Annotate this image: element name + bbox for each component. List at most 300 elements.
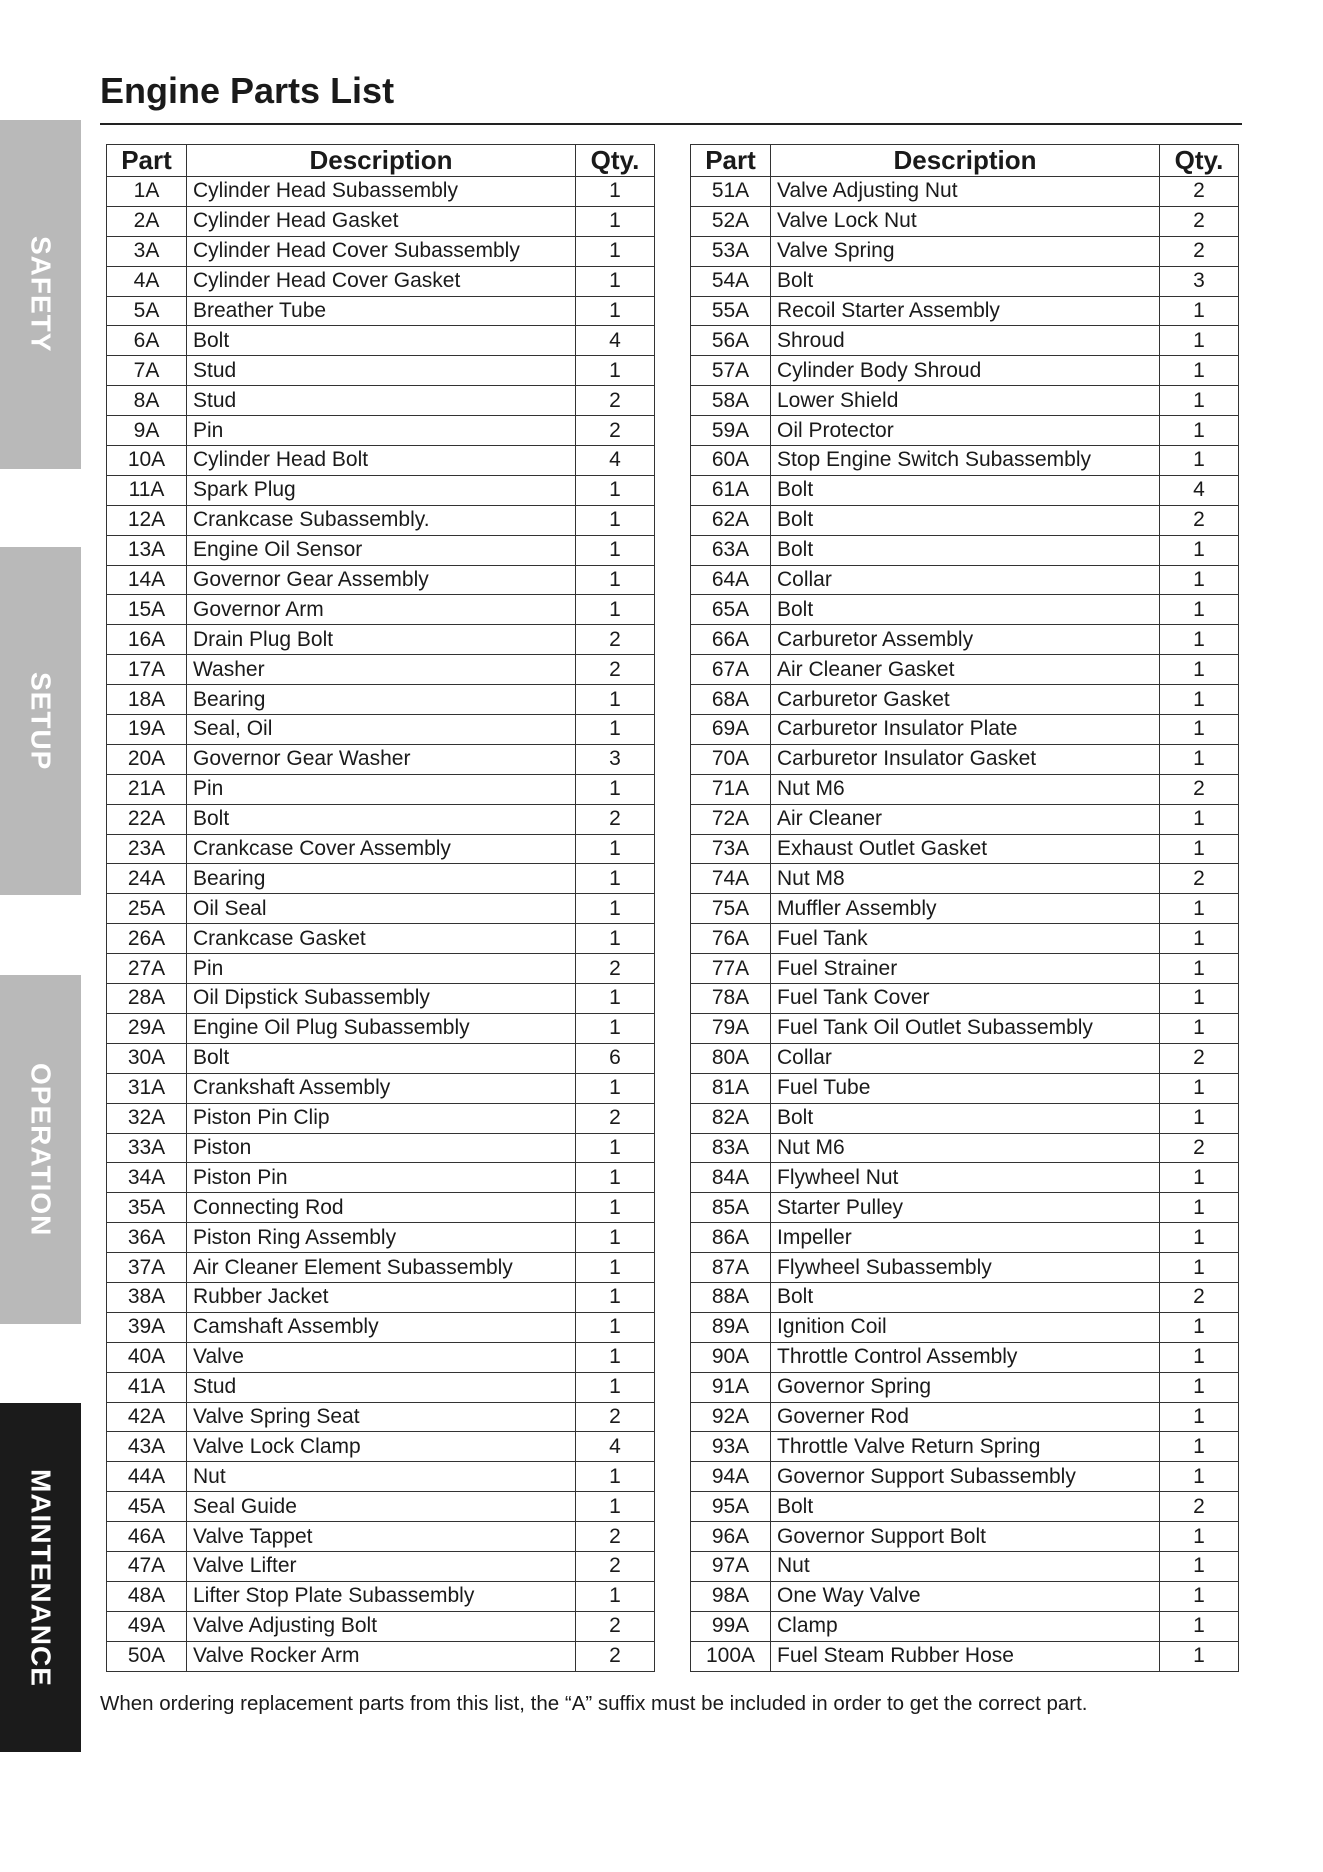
part-number-cell: 23A bbox=[107, 834, 187, 864]
description-cell: Bearing bbox=[187, 685, 576, 715]
description-cell: Carburetor Gasket bbox=[771, 685, 1160, 715]
description-cell: Cylinder Head Bolt bbox=[187, 446, 576, 476]
part-number-cell: 7A bbox=[107, 356, 187, 386]
description-cell: Nut bbox=[187, 1462, 576, 1492]
table-row bbox=[691, 804, 1239, 834]
part-number-cell: 72A bbox=[691, 804, 771, 834]
description-cell: Governor Support Bolt bbox=[771, 1522, 1160, 1552]
title-divider bbox=[100, 123, 1242, 125]
description-cell: Oil Protector bbox=[771, 416, 1160, 446]
part-number-cell: 33A bbox=[107, 1133, 187, 1163]
description-cell: Stud bbox=[187, 386, 576, 416]
description-cell: Rubber Jacket bbox=[187, 1282, 576, 1312]
qty-cell: 1 bbox=[1160, 894, 1239, 924]
table-row bbox=[691, 1253, 1239, 1283]
table-row bbox=[107, 1073, 655, 1103]
description-cell: Camshaft Assembly bbox=[187, 1312, 576, 1342]
table-row bbox=[691, 475, 1239, 505]
qty-cell: 1 bbox=[1160, 1253, 1239, 1283]
part-number-cell: 12A bbox=[107, 505, 187, 535]
qty-cell: 1 bbox=[1160, 685, 1239, 715]
qty-cell: 4 bbox=[576, 446, 655, 476]
description-cell: Breather Tube bbox=[187, 296, 576, 326]
description-cell: Governor Arm bbox=[187, 595, 576, 625]
description-cell: Bolt bbox=[187, 1043, 576, 1073]
qty-cell: 2 bbox=[576, 804, 655, 834]
part-number-cell: 18A bbox=[107, 685, 187, 715]
part-number-cell: 35A bbox=[107, 1193, 187, 1223]
table-row bbox=[107, 326, 655, 356]
description-cell: Cylinder Body Shroud bbox=[771, 356, 1160, 386]
part-number-cell: 53A bbox=[691, 236, 771, 266]
part-number-cell: 11A bbox=[107, 475, 187, 505]
description-cell: Clamp bbox=[771, 1611, 1160, 1641]
table-row bbox=[691, 1133, 1239, 1163]
description-cell: Seal, Oil bbox=[187, 715, 576, 745]
side-tab-label: MAINTENANCE bbox=[25, 1468, 57, 1687]
part-number-cell: 36A bbox=[107, 1223, 187, 1253]
table-row bbox=[691, 1312, 1239, 1342]
table-row bbox=[107, 1193, 655, 1223]
table-row bbox=[691, 1163, 1239, 1193]
qty-cell: 1 bbox=[1160, 1462, 1239, 1492]
qty-cell: 1 bbox=[576, 595, 655, 625]
table-row bbox=[691, 595, 1239, 625]
description-cell: Bolt bbox=[187, 804, 576, 834]
qty-cell: 1 bbox=[576, 1013, 655, 1043]
description-cell: Valve Adjusting Nut bbox=[771, 177, 1160, 207]
part-number-cell: 19A bbox=[107, 715, 187, 745]
part-number-cell: 9A bbox=[107, 416, 187, 446]
table-row bbox=[691, 1611, 1239, 1641]
part-number-cell: 92A bbox=[691, 1402, 771, 1432]
description-cell: Nut M6 bbox=[771, 774, 1160, 804]
part-number-cell: 43A bbox=[107, 1432, 187, 1462]
qty-cell: 2 bbox=[1160, 1282, 1239, 1312]
qty-cell: 1 bbox=[576, 505, 655, 535]
qty-cell: 2 bbox=[1160, 1133, 1239, 1163]
table-row bbox=[691, 236, 1239, 266]
part-number-cell: 77A bbox=[691, 954, 771, 984]
part-number-cell: 2A bbox=[107, 206, 187, 236]
qty-cell: 1 bbox=[1160, 1312, 1239, 1342]
part-number-cell: 8A bbox=[107, 386, 187, 416]
part-number-cell: 41A bbox=[107, 1372, 187, 1402]
table-row bbox=[107, 296, 655, 326]
description-cell: Bolt bbox=[771, 535, 1160, 565]
description-cell: Bolt bbox=[771, 266, 1160, 296]
description-cell: Muffler Assembly bbox=[771, 894, 1160, 924]
qty-cell: 1 bbox=[1160, 1193, 1239, 1223]
part-number-cell: 34A bbox=[107, 1163, 187, 1193]
table-row bbox=[691, 1641, 1239, 1671]
description-cell: Drain Plug Bolt bbox=[187, 625, 576, 655]
table-row bbox=[691, 1462, 1239, 1492]
qty-cell: 2 bbox=[576, 954, 655, 984]
description-cell: Governor Gear Assembly bbox=[187, 565, 576, 595]
description-cell: Crankshaft Assembly bbox=[187, 1073, 576, 1103]
table-row bbox=[691, 326, 1239, 356]
part-number-cell: 65A bbox=[691, 595, 771, 625]
part-number-cell: 37A bbox=[107, 1253, 187, 1283]
part-number-cell: 94A bbox=[691, 1462, 771, 1492]
part-number-cell: 90A bbox=[691, 1342, 771, 1372]
part-number-cell: 44A bbox=[107, 1462, 187, 1492]
qty-cell: 2 bbox=[576, 1522, 655, 1552]
description-cell: Starter Pulley bbox=[771, 1193, 1160, 1223]
table-row bbox=[691, 356, 1239, 386]
qty-cell: 1 bbox=[576, 1163, 655, 1193]
qty-cell: 1 bbox=[1160, 1342, 1239, 1372]
table-row bbox=[107, 1551, 655, 1581]
table-row bbox=[691, 715, 1239, 745]
description-cell: Carburetor Assembly bbox=[771, 625, 1160, 655]
table-row bbox=[107, 1372, 655, 1402]
description-cell: Fuel Tank Oil Outlet Subassembly bbox=[771, 1013, 1160, 1043]
qty-cell: 1 bbox=[576, 177, 655, 207]
qty-cell: 1 bbox=[576, 565, 655, 595]
table-row bbox=[107, 1253, 655, 1283]
part-number-cell: 40A bbox=[107, 1342, 187, 1372]
table-row bbox=[691, 834, 1239, 864]
part-number-cell: 66A bbox=[691, 625, 771, 655]
table-row bbox=[691, 1103, 1239, 1133]
part-number-cell: 83A bbox=[691, 1133, 771, 1163]
part-number-cell: 85A bbox=[691, 1193, 771, 1223]
part-number-cell: 14A bbox=[107, 565, 187, 595]
qty-cell: 1 bbox=[1160, 595, 1239, 625]
part-number-cell: 64A bbox=[691, 565, 771, 595]
qty-cell: 1 bbox=[1160, 924, 1239, 954]
table-row bbox=[107, 1581, 655, 1611]
table-row bbox=[691, 1013, 1239, 1043]
part-number-cell: 100A bbox=[691, 1641, 771, 1671]
table-header-row bbox=[107, 145, 655, 177]
table-row bbox=[107, 1133, 655, 1163]
qty-cell: 1 bbox=[576, 1312, 655, 1342]
part-number-cell: 32A bbox=[107, 1103, 187, 1133]
qty-cell: 2 bbox=[1160, 236, 1239, 266]
table-row bbox=[107, 1342, 655, 1372]
table-row bbox=[107, 1223, 655, 1253]
part-number-cell: 82A bbox=[691, 1103, 771, 1133]
qty-cell: 1 bbox=[576, 535, 655, 565]
header-part: Part bbox=[107, 145, 187, 177]
description-cell: Ignition Coil bbox=[771, 1312, 1160, 1342]
table-row bbox=[107, 1013, 655, 1043]
description-cell: Lower Shield bbox=[771, 386, 1160, 416]
description-cell: Shroud bbox=[771, 326, 1160, 356]
part-number-cell: 27A bbox=[107, 954, 187, 984]
table-row bbox=[107, 206, 655, 236]
part-number-cell: 61A bbox=[691, 475, 771, 505]
table-row bbox=[107, 1043, 655, 1073]
qty-cell: 1 bbox=[1160, 804, 1239, 834]
table-row bbox=[691, 1522, 1239, 1552]
table-row bbox=[691, 1223, 1239, 1253]
ordering-note: When ordering replacement parts from this list, the “A” suffix must be included in order to get the correct part. bbox=[100, 1692, 1088, 1715]
table-row bbox=[107, 984, 655, 1014]
header-qty: Qty. bbox=[576, 145, 655, 177]
table-row bbox=[691, 1193, 1239, 1223]
table-row bbox=[107, 1402, 655, 1432]
qty-cell: 1 bbox=[1160, 296, 1239, 326]
part-number-cell: 88A bbox=[691, 1282, 771, 1312]
description-cell: Bolt bbox=[771, 1282, 1160, 1312]
table-row bbox=[107, 894, 655, 924]
qty-cell: 1 bbox=[576, 1193, 655, 1223]
part-number-cell: 3A bbox=[107, 236, 187, 266]
parts-table-right bbox=[690, 144, 1239, 1672]
description-cell: Piston Pin bbox=[187, 1163, 576, 1193]
qty-cell: 1 bbox=[1160, 954, 1239, 984]
qty-cell: 1 bbox=[576, 206, 655, 236]
table-row bbox=[691, 924, 1239, 954]
page-title: Engine Parts List bbox=[100, 70, 395, 111]
qty-cell: 2 bbox=[1160, 177, 1239, 207]
part-number-cell: 87A bbox=[691, 1253, 771, 1283]
qty-cell: 1 bbox=[1160, 984, 1239, 1014]
description-cell: Throttle Control Assembly bbox=[771, 1342, 1160, 1372]
table-row bbox=[691, 1581, 1239, 1611]
qty-cell: 1 bbox=[576, 864, 655, 894]
table-row bbox=[107, 774, 655, 804]
table-row bbox=[107, 177, 655, 207]
part-number-cell: 47A bbox=[107, 1551, 187, 1581]
table-row bbox=[691, 206, 1239, 236]
qty-cell: 2 bbox=[576, 386, 655, 416]
description-cell: Bolt bbox=[187, 326, 576, 356]
qty-cell: 1 bbox=[576, 1581, 655, 1611]
description-cell: Oil Dipstick Subassembly bbox=[187, 984, 576, 1014]
qty-cell: 1 bbox=[1160, 1611, 1239, 1641]
description-cell: Stop Engine Switch Subassembly bbox=[771, 446, 1160, 476]
side-tab-label: OPERATION bbox=[25, 1062, 57, 1237]
part-number-cell: 42A bbox=[107, 1402, 187, 1432]
table-row bbox=[691, 774, 1239, 804]
table-row bbox=[691, 416, 1239, 446]
parts-table-left bbox=[106, 144, 655, 1672]
description-cell: Valve Adjusting Bolt bbox=[187, 1611, 576, 1641]
table-row bbox=[107, 655, 655, 685]
qty-cell: 1 bbox=[576, 1223, 655, 1253]
table-row bbox=[107, 864, 655, 894]
qty-cell: 1 bbox=[1160, 1013, 1239, 1043]
qty-cell: 1 bbox=[576, 1282, 655, 1312]
qty-cell: 1 bbox=[576, 1492, 655, 1522]
table-row bbox=[107, 475, 655, 505]
table-row bbox=[691, 1073, 1239, 1103]
table-row bbox=[107, 565, 655, 595]
part-number-cell: 60A bbox=[691, 446, 771, 476]
qty-cell: 2 bbox=[576, 655, 655, 685]
table-row bbox=[107, 1432, 655, 1462]
description-cell: Flywheel Nut bbox=[771, 1163, 1160, 1193]
description-cell: Exhaust Outlet Gasket bbox=[771, 834, 1160, 864]
table-row bbox=[691, 744, 1239, 774]
qty-cell: 1 bbox=[576, 1253, 655, 1283]
description-cell: Recoil Starter Assembly bbox=[771, 296, 1160, 326]
table-row bbox=[691, 266, 1239, 296]
qty-cell: 1 bbox=[576, 296, 655, 326]
part-number-cell: 93A bbox=[691, 1432, 771, 1462]
description-cell: Governor Spring bbox=[771, 1372, 1160, 1402]
header-description: Description bbox=[771, 145, 1160, 177]
description-cell: Bolt bbox=[771, 475, 1160, 505]
qty-cell: 1 bbox=[1160, 1432, 1239, 1462]
part-number-cell: 16A bbox=[107, 625, 187, 655]
table-row bbox=[107, 1312, 655, 1342]
description-cell: Fuel Tube bbox=[771, 1073, 1160, 1103]
qty-cell: 1 bbox=[576, 1342, 655, 1372]
description-cell: Bearing bbox=[187, 864, 576, 894]
part-number-cell: 76A bbox=[691, 924, 771, 954]
table-row bbox=[107, 356, 655, 386]
table-row bbox=[107, 386, 655, 416]
description-cell: Fuel Steam Rubber Hose bbox=[771, 1641, 1160, 1671]
qty-cell: 6 bbox=[576, 1043, 655, 1073]
qty-cell: 1 bbox=[1160, 625, 1239, 655]
part-number-cell: 22A bbox=[107, 804, 187, 834]
table-row bbox=[107, 1522, 655, 1552]
description-cell: Fuel Tank bbox=[771, 924, 1160, 954]
table-row bbox=[691, 1402, 1239, 1432]
qty-cell: 2 bbox=[576, 1103, 655, 1133]
table-row bbox=[691, 535, 1239, 565]
qty-cell: 1 bbox=[1160, 565, 1239, 595]
qty-cell: 1 bbox=[1160, 1372, 1239, 1402]
qty-cell: 1 bbox=[576, 774, 655, 804]
table-row bbox=[107, 1641, 655, 1671]
description-cell: Lifter Stop Plate Subassembly bbox=[187, 1581, 576, 1611]
description-cell: Engine Oil Plug Subassembly bbox=[187, 1013, 576, 1043]
part-number-cell: 1A bbox=[107, 177, 187, 207]
part-number-cell: 26A bbox=[107, 924, 187, 954]
table-row bbox=[691, 177, 1239, 207]
table-row bbox=[691, 386, 1239, 416]
table-row bbox=[691, 1492, 1239, 1522]
qty-cell: 2 bbox=[576, 1402, 655, 1432]
part-number-cell: 55A bbox=[691, 296, 771, 326]
part-number-cell: 25A bbox=[107, 894, 187, 924]
description-cell: Crankcase Subassembly. bbox=[187, 505, 576, 535]
table-row bbox=[691, 1372, 1239, 1402]
description-cell: Crankcase Cover Assembly bbox=[187, 834, 576, 864]
qty-cell: 1 bbox=[576, 236, 655, 266]
qty-cell: 1 bbox=[576, 1462, 655, 1492]
description-cell: Valve Rocker Arm bbox=[187, 1641, 576, 1671]
description-cell: Bolt bbox=[771, 1103, 1160, 1133]
table-row bbox=[691, 894, 1239, 924]
part-number-cell: 17A bbox=[107, 655, 187, 685]
table-row bbox=[691, 1551, 1239, 1581]
qty-cell: 1 bbox=[1160, 1522, 1239, 1552]
qty-cell: 4 bbox=[1160, 475, 1239, 505]
description-cell: Valve Lock Nut bbox=[771, 206, 1160, 236]
table-row bbox=[107, 446, 655, 476]
table-row bbox=[107, 416, 655, 446]
description-cell: Engine Oil Sensor bbox=[187, 535, 576, 565]
table-header-row bbox=[691, 145, 1239, 177]
qty-cell: 1 bbox=[1160, 1073, 1239, 1103]
description-cell: Cylinder Head Gasket bbox=[187, 206, 576, 236]
qty-cell: 2 bbox=[1160, 1043, 1239, 1073]
description-cell: Valve Spring bbox=[771, 236, 1160, 266]
part-number-cell: 56A bbox=[691, 326, 771, 356]
qty-cell: 1 bbox=[1160, 535, 1239, 565]
qty-cell: 2 bbox=[576, 1641, 655, 1671]
part-number-cell: 96A bbox=[691, 1522, 771, 1552]
description-cell: Air Cleaner bbox=[771, 804, 1160, 834]
part-number-cell: 81A bbox=[691, 1073, 771, 1103]
qty-cell: 1 bbox=[576, 356, 655, 386]
qty-cell: 1 bbox=[1160, 326, 1239, 356]
part-number-cell: 71A bbox=[691, 774, 771, 804]
qty-cell: 1 bbox=[1160, 715, 1239, 745]
table-row bbox=[107, 924, 655, 954]
table-row bbox=[691, 625, 1239, 655]
description-cell: Governor Gear Washer bbox=[187, 744, 576, 774]
table-row bbox=[107, 804, 655, 834]
part-number-cell: 70A bbox=[691, 744, 771, 774]
description-cell: One Way Valve bbox=[771, 1581, 1160, 1611]
description-cell: Valve Lock Clamp bbox=[187, 1432, 576, 1462]
qty-cell: 1 bbox=[1160, 834, 1239, 864]
description-cell: Collar bbox=[771, 565, 1160, 595]
side-tab-safety bbox=[0, 120, 81, 469]
qty-cell: 2 bbox=[1160, 1492, 1239, 1522]
header-part: Part bbox=[691, 145, 771, 177]
qty-cell: 1 bbox=[1160, 1581, 1239, 1611]
part-number-cell: 52A bbox=[691, 206, 771, 236]
part-number-cell: 63A bbox=[691, 535, 771, 565]
description-cell: Piston bbox=[187, 1133, 576, 1163]
table-row bbox=[691, 1282, 1239, 1312]
side-tab-operation bbox=[0, 975, 81, 1324]
table-row bbox=[691, 296, 1239, 326]
table-row bbox=[691, 505, 1239, 535]
table-row bbox=[107, 1462, 655, 1492]
description-cell: Throttle Valve Return Spring bbox=[771, 1432, 1160, 1462]
part-number-cell: 68A bbox=[691, 685, 771, 715]
part-number-cell: 28A bbox=[107, 984, 187, 1014]
part-number-cell: 57A bbox=[691, 356, 771, 386]
description-cell: Cylinder Head Cover Subassembly bbox=[187, 236, 576, 266]
description-cell: Fuel Tank Cover bbox=[771, 984, 1160, 1014]
part-number-cell: 21A bbox=[107, 774, 187, 804]
description-cell: Stud bbox=[187, 356, 576, 386]
table-row bbox=[107, 715, 655, 745]
header-description: Description bbox=[187, 145, 576, 177]
part-number-cell: 46A bbox=[107, 1522, 187, 1552]
table-row bbox=[691, 984, 1239, 1014]
description-cell: Collar bbox=[771, 1043, 1160, 1073]
description-cell: Bolt bbox=[771, 505, 1160, 535]
description-cell: Piston Ring Assembly bbox=[187, 1223, 576, 1253]
description-cell: Air Cleaner Gasket bbox=[771, 655, 1160, 685]
table-row bbox=[691, 1342, 1239, 1372]
part-number-cell: 91A bbox=[691, 1372, 771, 1402]
table-row bbox=[107, 1492, 655, 1522]
qty-cell: 1 bbox=[576, 266, 655, 296]
description-cell: Washer bbox=[187, 655, 576, 685]
description-cell: Valve Tappet bbox=[187, 1522, 576, 1552]
description-cell: Crankcase Gasket bbox=[187, 924, 576, 954]
part-number-cell: 75A bbox=[691, 894, 771, 924]
qty-cell: 1 bbox=[1160, 356, 1239, 386]
qty-cell: 2 bbox=[1160, 206, 1239, 236]
qty-cell: 4 bbox=[576, 326, 655, 356]
